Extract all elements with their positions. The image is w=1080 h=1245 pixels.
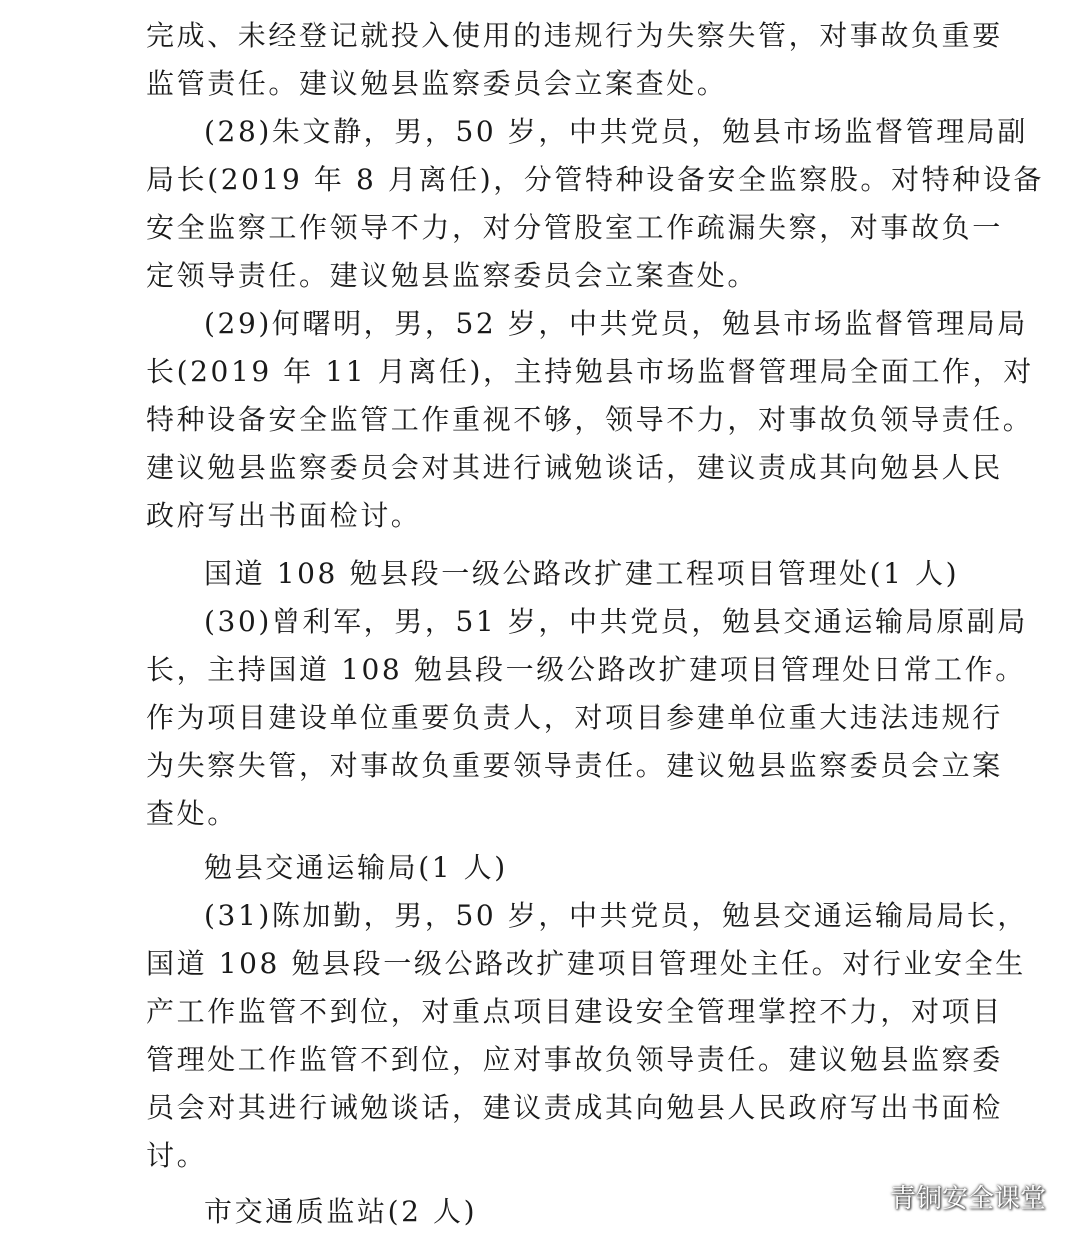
text-line: 特种设备安全监管工作重视不够，领导不力，对事故负领导责任。 [146, 403, 1034, 436]
text-line: 长(2019 年 11 月离任)，主持勉县市场监督管理局全面工作，对 [146, 355, 1034, 388]
wechat-icon [848, 1181, 882, 1211]
section-heading-project-office: 国道 108 勉县段一级公路改扩建工程项目管理处(1 人) [204, 557, 960, 590]
section-heading-transport-bureau: 勉县交通运输局(1 人) [204, 851, 508, 884]
watermark-text: 青铜安全课堂 [889, 1183, 1046, 1214]
paragraph-start-29: (29)何曙明，男，52 岁，中共党员，勉县市场监督管理局局 [204, 307, 1029, 340]
text-line: 查处。 [146, 797, 238, 830]
text-line: 完成、未经登记就投入使用的违规行为失察失管，对事故负重要 [146, 19, 1003, 52]
paragraph-start-31: (31)陈加勤，男，50 岁，中共党员，勉县交通运输局局长， [204, 899, 1029, 932]
text-line: 建议勉县监察委员会对其进行诫勉谈话，建议责成其向勉县人民 [146, 451, 1003, 484]
paragraph-start-30: (30)曾利军，男，51 岁，中共党员，勉县交通运输局原副局 [204, 605, 1029, 638]
text-line: 监管责任。建议勉县监察委员会立案查处。 [146, 67, 728, 100]
paragraph-start-28: (28)朱文静，男，50 岁，中共党员，勉县市场监督管理局副 [204, 115, 1029, 148]
text-line: 国道 108 勉县段一级公路改扩建项目管理处主任。对行业安全生 [146, 947, 1026, 980]
section-heading-quality-station: 市交通质监站(2 人) [204, 1195, 478, 1228]
text-line: 长，主持国道 108 勉县段一级公路改扩建项目管理处日常工作。 [146, 653, 1026, 686]
text-line: 定领导责任。建议勉县监察委员会立案查处。 [146, 259, 759, 292]
text-line: 管理处工作监管不到位，应对事故负领导责任。建议勉县监察委 [146, 1043, 1003, 1076]
text-line: 局长(2019 年 8 月离任)，分管特种设备安全监察股。对特种设备 [146, 163, 1045, 196]
text-line: 作为项目建设单位重要负责人，对项目参建单位重大违法违规行 [146, 701, 1003, 734]
text-line: 安全监察工作领导不力，对分管股室工作疏漏失察，对事故负一 [146, 211, 1003, 244]
text-line: 讨。 [146, 1139, 208, 1172]
text-line: 政府写出书面检讨。 [146, 499, 422, 532]
watermark [848, 1176, 1046, 1216]
text-line: 为失察失管，对事故负重要领导责任。建议勉县监察委员会立案 [146, 749, 1003, 782]
text-line: 产工作监管不到位，对重点项目建设安全管理掌控不力，对项目 [146, 995, 1003, 1028]
text-line: 员会对其进行诫勉谈话，建议责成其向勉县人民政府写出书面检 [146, 1091, 1003, 1124]
